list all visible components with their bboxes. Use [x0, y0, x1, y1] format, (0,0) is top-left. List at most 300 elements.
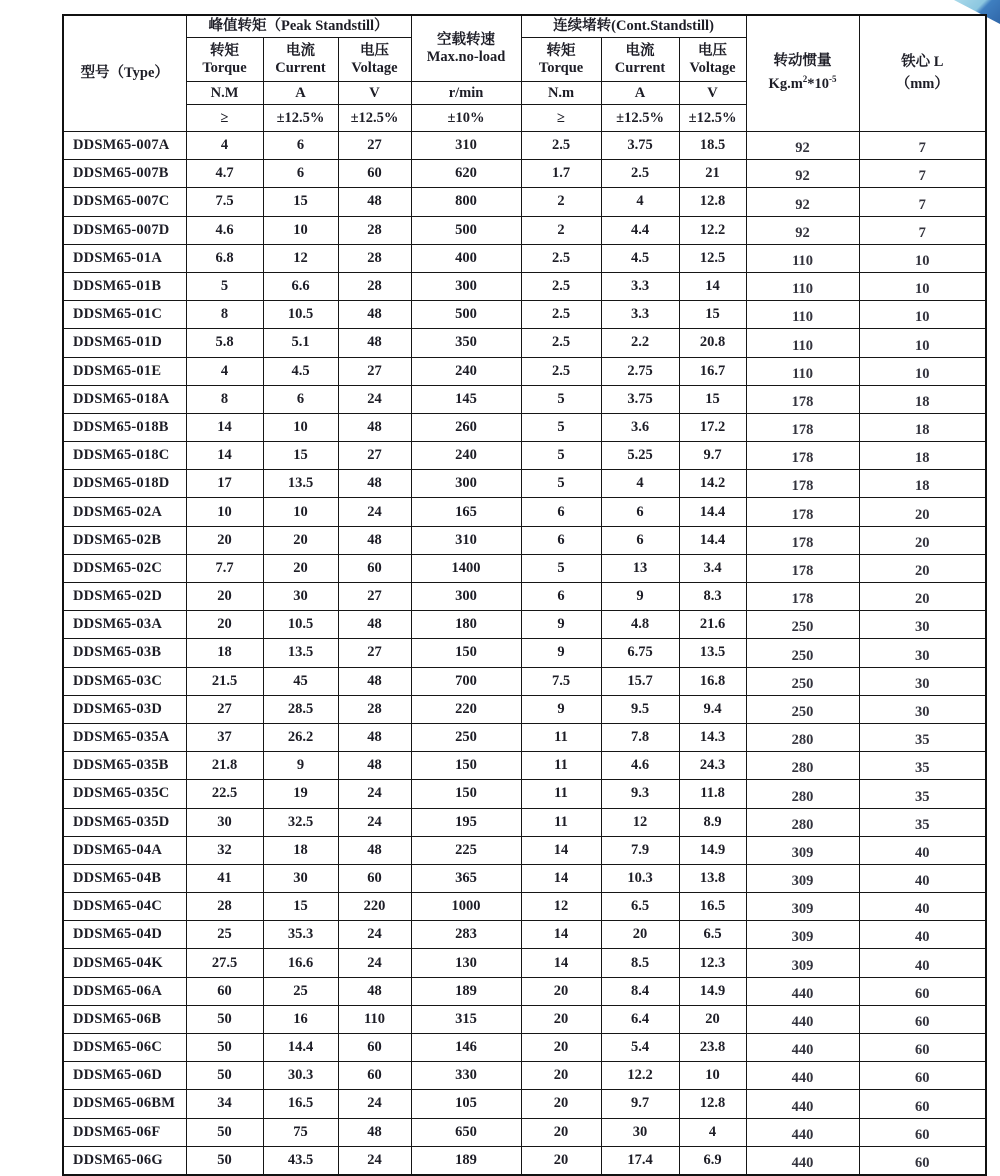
inertia-cell: 440: [746, 1034, 859, 1062]
core-length-cell: 18: [859, 385, 986, 413]
peak-voltage-cell: 60: [338, 1034, 411, 1062]
tol-peak-torque: ≥: [186, 105, 263, 132]
peak-current-cell: 16.5: [263, 1090, 338, 1118]
peak-torque-cell: 20: [186, 526, 263, 554]
header-noload-en: Max.no-load: [426, 48, 506, 65]
peak-torque-cell: 10: [186, 498, 263, 526]
table-row: [63, 1146, 986, 1175]
cont-torque-cell: 2.5: [521, 272, 601, 300]
header-noload-cn: 空载转速: [437, 31, 496, 48]
noload-speed-cell: 240: [411, 357, 521, 385]
table-row: [63, 977, 986, 1005]
peak-torque-cell: 14: [186, 413, 263, 441]
inertia-cell: 309: [746, 949, 859, 977]
peak-current-cell: 30: [263, 864, 338, 892]
peak-torque-cell: 17: [186, 470, 263, 498]
noload-speed-cell: 150: [411, 752, 521, 780]
peak-torque-cell: 60: [186, 977, 263, 1005]
peak-voltage-cell: 48: [338, 977, 411, 1005]
cont-current-cell: 3.3: [601, 301, 679, 329]
cont-current-cell: 2.75: [601, 357, 679, 385]
peak-current-cell: 15: [263, 188, 338, 216]
peak-voltage-cell: 24: [338, 385, 411, 413]
cont-current-cell: 30: [601, 1118, 679, 1146]
cont-current-cell: 10.3: [601, 864, 679, 892]
table-row: [63, 1062, 986, 1090]
peak-voltage-cell: 27: [338, 583, 411, 611]
peak-torque-cell: 14: [186, 442, 263, 470]
cont-voltage-cell: 8.3: [679, 583, 746, 611]
cont-voltage-cell: 18.5: [679, 132, 746, 160]
core-length-cell: 40: [859, 893, 986, 921]
cont-voltage-cell: 14.9: [679, 836, 746, 864]
cont-voltage-cell: 23.8: [679, 1034, 746, 1062]
cont-torque-cell: 2.5: [521, 244, 601, 272]
peak-current-cell: 10: [263, 216, 338, 244]
peak-current-cell: 15: [263, 893, 338, 921]
table-row: [63, 272, 986, 300]
table-row: [63, 921, 986, 949]
peak-torque-cell: 6.8: [186, 244, 263, 272]
peak-voltage-cell: 220: [338, 893, 411, 921]
table-row: [63, 639, 986, 667]
inertia-cell: 280: [746, 723, 859, 751]
cont-torque-cell: 2.5: [521, 132, 601, 160]
cont-torque-cell: 5: [521, 413, 601, 441]
type-cell: DDSM65-018C: [63, 442, 186, 470]
cont-current-cell: 7.9: [601, 836, 679, 864]
cont-torque-cell: 9: [521, 639, 601, 667]
table-row: [63, 329, 986, 357]
peak-voltage-cell: 24: [338, 780, 411, 808]
type-cell: DDSM65-03B: [63, 639, 186, 667]
cont-voltage-cell: 8.9: [679, 808, 746, 836]
table-row: [63, 132, 986, 160]
table-row: [63, 1090, 986, 1118]
cont-voltage-cell: 12.5: [679, 244, 746, 272]
core-length-cell: 60: [859, 1062, 986, 1090]
cont-torque-cell: 2.5: [521, 301, 601, 329]
cont-torque-cell: 2: [521, 188, 601, 216]
cont-current-cell: 12: [601, 808, 679, 836]
type-cell: DDSM65-03C: [63, 667, 186, 695]
cont-current-cell: 6.5: [601, 893, 679, 921]
cont-current-cell: 4.8: [601, 611, 679, 639]
inertia-cell: 440: [746, 1090, 859, 1118]
cont-current-cell: 20: [601, 921, 679, 949]
inertia-cell: 280: [746, 752, 859, 780]
header-cont-voltage: 电压 Voltage: [679, 38, 746, 82]
table-row: [63, 216, 986, 244]
core-length-cell: 60: [859, 1034, 986, 1062]
header-peak-current: 电流 Current: [263, 38, 338, 82]
peak-current-cell: 10.5: [263, 611, 338, 639]
peak-current-cell: 10: [263, 498, 338, 526]
type-cell: DDSM65-06A: [63, 977, 186, 1005]
tol-peak-current: ±12.5%: [263, 105, 338, 132]
peak-torque-cell: 28: [186, 893, 263, 921]
peak-voltage-cell: 48: [338, 329, 411, 357]
peak-voltage-cell: 48: [338, 413, 411, 441]
noload-speed-cell: 650: [411, 1118, 521, 1146]
cont-current-cell: 4: [601, 188, 679, 216]
peak-voltage-cell: 110: [338, 1005, 411, 1033]
peak-torque-cell: 50: [186, 1146, 263, 1175]
table-row: [63, 780, 986, 808]
peak-voltage-cell: 48: [338, 301, 411, 329]
type-cell: DDSM65-035C: [63, 780, 186, 808]
type-cell: DDSM65-06BM: [63, 1090, 186, 1118]
type-cell: DDSM65-06F: [63, 1118, 186, 1146]
header-inertia: [746, 15, 859, 132]
inertia-cell: 178: [746, 385, 859, 413]
core-length-cell: 7: [859, 188, 986, 216]
peak-current-cell: 4.5: [263, 357, 338, 385]
cont-torque-cell: 14: [521, 864, 601, 892]
cont-current-cell: 6: [601, 498, 679, 526]
peak-current-cell: 35.3: [263, 921, 338, 949]
peak-voltage-cell: 27: [338, 442, 411, 470]
unit-noload: r/min: [411, 82, 521, 105]
inertia-cell: 92: [746, 160, 859, 188]
core-length-cell: 10: [859, 272, 986, 300]
cont-torque-cell: 6: [521, 526, 601, 554]
peak-torque-cell: 50: [186, 1034, 263, 1062]
peak-voltage-cell: 27: [338, 357, 411, 385]
cont-torque-cell: 20: [521, 977, 601, 1005]
cont-voltage-cell: 3.4: [679, 554, 746, 582]
peak-torque-cell: 8: [186, 385, 263, 413]
cont-current-cell: 5.4: [601, 1034, 679, 1062]
type-cell: DDSM65-02D: [63, 583, 186, 611]
cont-torque-cell: 11: [521, 780, 601, 808]
peak-voltage-cell: 60: [338, 160, 411, 188]
peak-voltage-cell: 28: [338, 695, 411, 723]
table-row: [63, 723, 986, 751]
unit-cont-voltage: V: [679, 82, 746, 105]
type-cell: DDSM65-03D: [63, 695, 186, 723]
cont-torque-cell: 2.5: [521, 329, 601, 357]
table-row: [63, 1034, 986, 1062]
noload-speed-cell: 150: [411, 780, 521, 808]
peak-current-cell: 10.5: [263, 301, 338, 329]
noload-speed-cell: 500: [411, 301, 521, 329]
header-inertia-cn: 转动惯量: [773, 53, 832, 70]
peak-current-cell: 30.3: [263, 1062, 338, 1090]
cont-current-cell: 4.6: [601, 752, 679, 780]
cont-voltage-cell: 6.5: [679, 921, 746, 949]
header-core-cn: 铁心 L: [901, 53, 944, 70]
peak-current-cell: 10: [263, 413, 338, 441]
core-length-cell: 7: [859, 132, 986, 160]
noload-speed-cell: 195: [411, 808, 521, 836]
type-cell: DDSM65-02B: [63, 526, 186, 554]
peak-torque-cell: 25: [186, 921, 263, 949]
cont-torque-cell: 5: [521, 442, 601, 470]
header-cont-group: 连续堵转(Cont.Standstill): [521, 15, 746, 38]
peak-torque-cell: 7.7: [186, 554, 263, 582]
type-cell: DDSM65-007A: [63, 132, 186, 160]
table-row: [63, 893, 986, 921]
cont-current-cell: 9: [601, 583, 679, 611]
cont-current-cell: 9.5: [601, 695, 679, 723]
cont-torque-cell: 20: [521, 1118, 601, 1146]
cont-voltage-cell: 16.5: [679, 893, 746, 921]
type-cell: DDSM65-06C: [63, 1034, 186, 1062]
peak-current-cell: 13.5: [263, 470, 338, 498]
core-length-cell: 40: [859, 836, 986, 864]
peak-voltage-cell: 24: [338, 921, 411, 949]
peak-current-cell: 14.4: [263, 1034, 338, 1062]
inertia-cell: 250: [746, 667, 859, 695]
inertia-cell: 280: [746, 808, 859, 836]
type-cell: DDSM65-007D: [63, 216, 186, 244]
tol-peak-voltage: ±12.5%: [338, 105, 411, 132]
inertia-cell: 440: [746, 1118, 859, 1146]
peak-torque-cell: 30: [186, 808, 263, 836]
noload-speed-cell: 365: [411, 864, 521, 892]
table-row: [63, 160, 986, 188]
core-length-cell: 60: [859, 1005, 986, 1033]
cont-torque-cell: 14: [521, 921, 601, 949]
table-row: [63, 385, 986, 413]
table-row: [63, 611, 986, 639]
table-row: [63, 1118, 986, 1146]
inertia-cell: 178: [746, 470, 859, 498]
cont-torque-cell: 12: [521, 893, 601, 921]
type-cell: DDSM65-04C: [63, 893, 186, 921]
cont-torque-cell: 5: [521, 554, 601, 582]
core-length-cell: 7: [859, 216, 986, 244]
peak-voltage-cell: 24: [338, 949, 411, 977]
type-cell: DDSM65-04D: [63, 921, 186, 949]
peak-torque-cell: 20: [186, 611, 263, 639]
core-length-cell: 18: [859, 470, 986, 498]
peak-current-cell: 15: [263, 442, 338, 470]
peak-current-cell: 18: [263, 836, 338, 864]
cont-voltage-cell: 14: [679, 272, 746, 300]
noload-speed-cell: 250: [411, 723, 521, 751]
cont-torque-cell: 11: [521, 723, 601, 751]
cont-current-cell: 17.4: [601, 1146, 679, 1175]
cont-torque-cell: 20: [521, 1062, 601, 1090]
table-row: [63, 808, 986, 836]
type-cell: DDSM65-02C: [63, 554, 186, 582]
type-cell: DDSM65-04A: [63, 836, 186, 864]
inertia-cell: 178: [746, 526, 859, 554]
inertia-cell: 178: [746, 498, 859, 526]
peak-torque-cell: 18: [186, 639, 263, 667]
inertia-cell: 178: [746, 442, 859, 470]
noload-speed-cell: 700: [411, 667, 521, 695]
cont-torque-cell: 5: [521, 470, 601, 498]
core-length-cell: 35: [859, 723, 986, 751]
header-type: 型号（Type）: [63, 15, 186, 132]
core-length-cell: 30: [859, 639, 986, 667]
table-row: [63, 695, 986, 723]
peak-torque-cell: 50: [186, 1005, 263, 1033]
noload-speed-cell: 145: [411, 385, 521, 413]
noload-speed-cell: 1400: [411, 554, 521, 582]
cont-voltage-cell: 11.8: [679, 780, 746, 808]
header-core: [859, 15, 986, 132]
table-row: [63, 752, 986, 780]
core-length-cell: 20: [859, 498, 986, 526]
inertia-cell: 110: [746, 272, 859, 300]
cont-voltage-cell: 15: [679, 301, 746, 329]
noload-speed-cell: 260: [411, 413, 521, 441]
cont-torque-cell: 11: [521, 808, 601, 836]
tol-cont-current: ±12.5%: [601, 105, 679, 132]
cont-torque-cell: 2.5: [521, 357, 601, 385]
header-cont-torque: 转矩 Torque: [521, 38, 601, 82]
core-length-cell: 10: [859, 244, 986, 272]
core-length-cell: 10: [859, 329, 986, 357]
cont-torque-cell: 6: [521, 498, 601, 526]
cont-voltage-cell: 10: [679, 1062, 746, 1090]
core-length-cell: 7: [859, 160, 986, 188]
inertia-cell: 92: [746, 216, 859, 244]
peak-current-cell: 9: [263, 752, 338, 780]
peak-current-cell: 32.5: [263, 808, 338, 836]
peak-current-cell: 19: [263, 780, 338, 808]
header-inertia-unit: $Kg.m^2*10^{-5}$: [768, 74, 837, 92]
noload-speed-cell: 105: [411, 1090, 521, 1118]
header-peak-group: 峰值转矩（Peak Standstill）: [186, 15, 411, 38]
peak-current-cell: 5.1: [263, 329, 338, 357]
peak-voltage-cell: 48: [338, 611, 411, 639]
table-row: [63, 413, 986, 441]
table-row: [63, 188, 986, 216]
peak-voltage-cell: 24: [338, 1146, 411, 1175]
cont-voltage-cell: 13.8: [679, 864, 746, 892]
peak-torque-cell: 27: [186, 695, 263, 723]
peak-current-cell: 43.5: [263, 1146, 338, 1175]
peak-voltage-cell: 60: [338, 1062, 411, 1090]
cont-current-cell: 8.4: [601, 977, 679, 1005]
table-row: [63, 583, 986, 611]
cont-voltage-cell: 21.6: [679, 611, 746, 639]
peak-torque-cell: 4: [186, 357, 263, 385]
type-cell: DDSM65-018A: [63, 385, 186, 413]
core-length-cell: 40: [859, 921, 986, 949]
cont-voltage-cell: 16.7: [679, 357, 746, 385]
peak-current-cell: 6.6: [263, 272, 338, 300]
cont-voltage-cell: 14.4: [679, 498, 746, 526]
peak-voltage-cell: 24: [338, 1090, 411, 1118]
type-cell: DDSM65-018D: [63, 470, 186, 498]
peak-current-cell: 75: [263, 1118, 338, 1146]
core-length-cell: 18: [859, 442, 986, 470]
peak-torque-cell: 41: [186, 864, 263, 892]
noload-speed-cell: 220: [411, 695, 521, 723]
core-length-cell: 35: [859, 780, 986, 808]
noload-speed-cell: 310: [411, 132, 521, 160]
table-body: [63, 132, 986, 1175]
peak-torque-cell: 32: [186, 836, 263, 864]
header-peak-torque: 转矩 Torque: [186, 38, 263, 82]
cont-voltage-cell: 14.2: [679, 470, 746, 498]
noload-speed-cell: 400: [411, 244, 521, 272]
noload-speed-cell: 189: [411, 1146, 521, 1175]
cont-torque-cell: 11: [521, 752, 601, 780]
inertia-cell: 309: [746, 893, 859, 921]
peak-voltage-cell: 48: [338, 667, 411, 695]
table-row: [63, 301, 986, 329]
inertia-cell: 178: [746, 413, 859, 441]
peak-current-cell: 28.5: [263, 695, 338, 723]
unit-cont-torque: N.m: [521, 82, 601, 105]
peak-current-cell: 6: [263, 160, 338, 188]
peak-voltage-cell: 27: [338, 132, 411, 160]
noload-speed-cell: 300: [411, 583, 521, 611]
cont-voltage-cell: 21: [679, 160, 746, 188]
peak-torque-cell: 22.5: [186, 780, 263, 808]
core-length-cell: 18: [859, 413, 986, 441]
peak-voltage-cell: 48: [338, 526, 411, 554]
noload-speed-cell: 800: [411, 188, 521, 216]
type-cell: DDSM65-06B: [63, 1005, 186, 1033]
peak-torque-cell: 7.5: [186, 188, 263, 216]
noload-speed-cell: 300: [411, 470, 521, 498]
cont-voltage-cell: 12.3: [679, 949, 746, 977]
table-row: [63, 442, 986, 470]
noload-speed-cell: 300: [411, 272, 521, 300]
inertia-cell: 440: [746, 977, 859, 1005]
cont-torque-cell: 9: [521, 611, 601, 639]
motor-spec-table: [62, 14, 987, 1176]
cont-voltage-cell: 15: [679, 385, 746, 413]
cont-current-cell: 9.7: [601, 1090, 679, 1118]
noload-speed-cell: 310: [411, 526, 521, 554]
peak-torque-cell: 50: [186, 1118, 263, 1146]
type-cell: DDSM65-035D: [63, 808, 186, 836]
cont-torque-cell: 9: [521, 695, 601, 723]
peak-voltage-cell: 24: [338, 808, 411, 836]
core-length-cell: 40: [859, 864, 986, 892]
cont-current-cell: 6.4: [601, 1005, 679, 1033]
table-row: [63, 244, 986, 272]
cont-torque-cell: 7.5: [521, 667, 601, 695]
peak-torque-cell: 4.6: [186, 216, 263, 244]
core-length-cell: 10: [859, 357, 986, 385]
peak-voltage-cell: 24: [338, 498, 411, 526]
core-length-cell: 30: [859, 695, 986, 723]
peak-current-cell: 26.2: [263, 723, 338, 751]
noload-speed-cell: 146: [411, 1034, 521, 1062]
peak-current-cell: 25: [263, 977, 338, 1005]
cont-current-cell: 12.2: [601, 1062, 679, 1090]
peak-torque-cell: 4.7: [186, 160, 263, 188]
core-length-cell: 30: [859, 611, 986, 639]
peak-current-cell: 6: [263, 132, 338, 160]
cont-current-cell: 15.7: [601, 667, 679, 695]
table-row: [63, 1005, 986, 1033]
table-row: [63, 667, 986, 695]
inertia-cell: 309: [746, 836, 859, 864]
cont-current-cell: 5.25: [601, 442, 679, 470]
core-length-cell: 20: [859, 554, 986, 582]
inertia-cell: 440: [746, 1062, 859, 1090]
cont-torque-cell: 20: [521, 1146, 601, 1175]
unit-peak-torque: N.M: [186, 82, 263, 105]
cont-current-cell: 3.3: [601, 272, 679, 300]
core-length-cell: 60: [859, 1146, 986, 1175]
peak-voltage-cell: 60: [338, 864, 411, 892]
peak-voltage-cell: 48: [338, 470, 411, 498]
cont-current-cell: 7.8: [601, 723, 679, 751]
unit-cont-current: A: [601, 82, 679, 105]
